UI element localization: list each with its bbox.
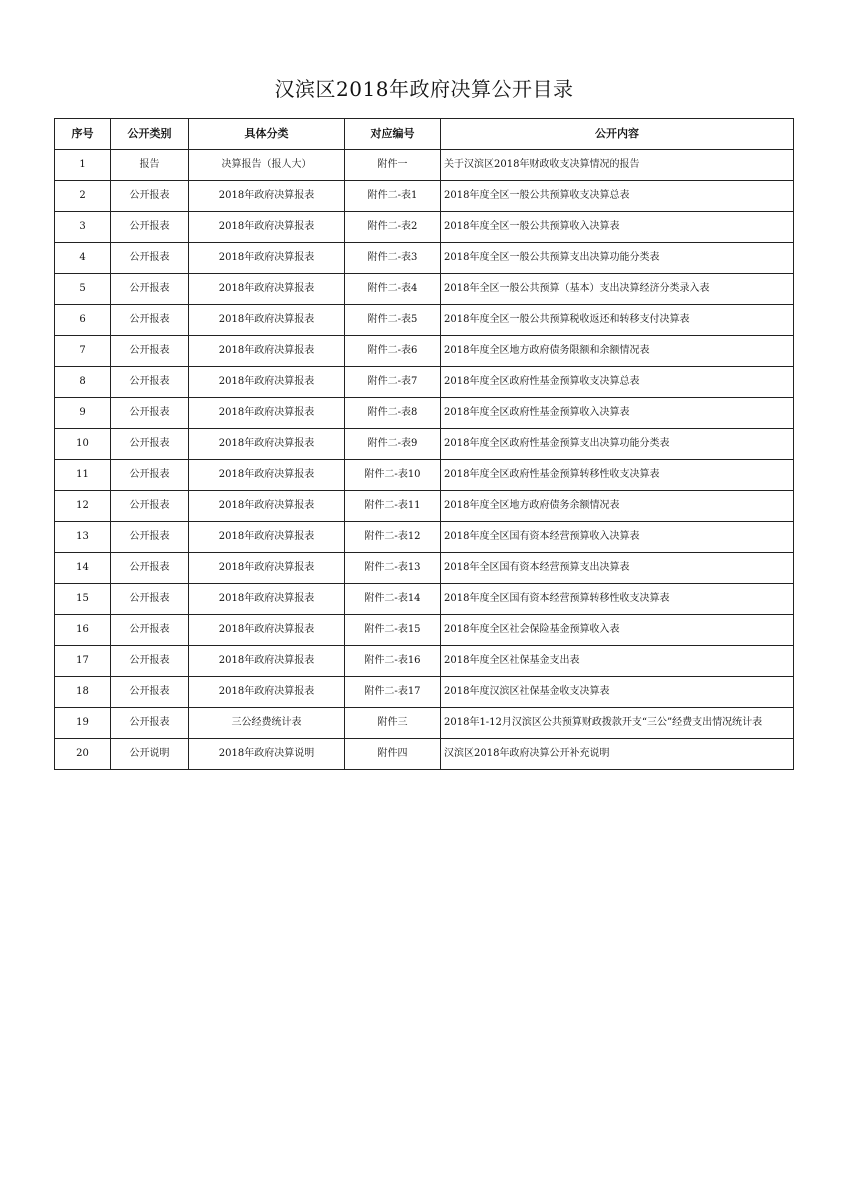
cell-code: 附件二-表11: [345, 491, 441, 522]
catalog-table: [54, 118, 794, 770]
cell-code: 附件二-表12: [345, 522, 441, 553]
cell-code: 附件二-表13: [345, 553, 441, 584]
cell-content: 2018年度全区一般公共预算收入决算表: [441, 212, 794, 243]
table-row: [55, 274, 794, 305]
cell-content: 2018年全区一般公共预算（基本）支出决算经济分类录入表: [441, 274, 794, 305]
table-row: [55, 522, 794, 553]
cell-code: 附件二-表6: [345, 336, 441, 367]
table-row: [55, 212, 794, 243]
page-title: 汉滨区2018年政府决算公开目录: [274, 77, 574, 102]
cell-seq: 3: [55, 212, 111, 243]
header-subcategory: 具体分类: [189, 119, 345, 150]
table-row: [55, 150, 794, 181]
cell-category: 公开报表: [111, 398, 189, 429]
table-row: [55, 677, 794, 708]
cell-subcategory: 2018年政府决算报表: [189, 646, 345, 677]
cell-content: 2018年度全区政府性基金预算支出决算功能分类表: [441, 429, 794, 460]
cell-category: 公开报表: [111, 522, 189, 553]
cell-content: 2018年度全区一般公共预算税收返还和转移支付决算表: [441, 305, 794, 336]
cell-subcategory: 2018年政府决算报表: [189, 181, 345, 212]
cell-code: 附件二-表2: [345, 212, 441, 243]
cell-seq: 18: [55, 677, 111, 708]
cell-seq: 13: [55, 522, 111, 553]
cell-category: 公开报表: [111, 367, 189, 398]
cell-code: 附件二-表9: [345, 429, 441, 460]
cell-code: 附件二-表16: [345, 646, 441, 677]
table-row: [55, 708, 794, 739]
table-row: [55, 584, 794, 615]
cell-subcategory: 2018年政府决算报表: [189, 491, 345, 522]
cell-category: 公开报表: [111, 181, 189, 212]
header-content: 公开内容: [441, 119, 794, 150]
table-row: [55, 398, 794, 429]
cell-subcategory: 决算报告（报人大）: [189, 150, 345, 181]
cell-code: 附件二-表15: [345, 615, 441, 646]
cell-code: 附件二-表17: [345, 677, 441, 708]
cell-seq: 12: [55, 491, 111, 522]
table-row: [55, 181, 794, 212]
cell-content: 2018年度全区一般公共预算支出决算功能分类表: [441, 243, 794, 274]
cell-subcategory: 2018年政府决算报表: [189, 398, 345, 429]
cell-code: 附件四: [345, 739, 441, 770]
table-row: [55, 336, 794, 367]
cell-seq: 9: [55, 398, 111, 429]
cell-content: 2018年度全区地方政府债务限额和余额情况表: [441, 336, 794, 367]
cell-seq: 19: [55, 708, 111, 739]
cell-subcategory: 2018年政府决算报表: [189, 305, 345, 336]
cell-seq: 1: [55, 150, 111, 181]
cell-code: 附件一: [345, 150, 441, 181]
cell-category: 公开报表: [111, 646, 189, 677]
table-row: [55, 367, 794, 398]
cell-code: 附件二-表8: [345, 398, 441, 429]
cell-content: 2018年度汉滨区社保基金收支决算表: [441, 677, 794, 708]
table-row: [55, 243, 794, 274]
cell-content: 2018年度全区社保基金支出表: [441, 646, 794, 677]
cell-content: 2018年度全区政府性基金预算转移性收支决算表: [441, 460, 794, 491]
cell-content: 关于汉滨区2018年财政收支决算情况的报告: [441, 150, 794, 181]
cell-content: 2018年全区国有资本经营预算支出决算表: [441, 553, 794, 584]
table-row: [55, 646, 794, 677]
cell-seq: 5: [55, 274, 111, 305]
cell-category: 公开报表: [111, 615, 189, 646]
cell-subcategory: 2018年政府决算报表: [189, 367, 345, 398]
cell-code: 附件二-表7: [345, 367, 441, 398]
cell-subcategory: 2018年政府决算报表: [189, 677, 345, 708]
cell-seq: 7: [55, 336, 111, 367]
cell-subcategory: 2018年政府决算报表: [189, 243, 345, 274]
cell-seq: 4: [55, 243, 111, 274]
cell-content: 2018年度全区社会保险基金预算收入表: [441, 615, 794, 646]
cell-subcategory: 2018年政府决算报表: [189, 212, 345, 243]
cell-category: 公开报表: [111, 274, 189, 305]
table-row: [55, 460, 794, 491]
cell-code: 附件二-表10: [345, 460, 441, 491]
cell-seq: 15: [55, 584, 111, 615]
cell-subcategory: 2018年政府决算报表: [189, 522, 345, 553]
cell-content: 2018年度全区地方政府债务余额情况表: [441, 491, 794, 522]
cell-subcategory: 2018年政府决算报表: [189, 460, 345, 491]
cell-category: 公开报表: [111, 553, 189, 584]
cell-content: 2018年度全区国有资本经营预算转移性收支决算表: [441, 584, 794, 615]
table-row: [55, 553, 794, 584]
cell-category: 公开报表: [111, 336, 189, 367]
header-seq: 序号: [55, 119, 111, 150]
cell-content: 2018年度全区国有资本经营预算收入决算表: [441, 522, 794, 553]
table-header-row: [55, 119, 794, 150]
cell-category: 报告: [111, 150, 189, 181]
cell-category: 公开报表: [111, 212, 189, 243]
table-row: [55, 429, 794, 460]
table-row: [55, 615, 794, 646]
table-row: [55, 739, 794, 770]
cell-seq: 17: [55, 646, 111, 677]
table-row: [55, 305, 794, 336]
cell-seq: 6: [55, 305, 111, 336]
cell-content: 汉滨区2018年政府决算公开补充说明: [441, 739, 794, 770]
cell-category: 公开报表: [111, 677, 189, 708]
cell-category: 公开报表: [111, 491, 189, 522]
cell-category: 公开报表: [111, 708, 189, 739]
cell-subcategory: 三公经费统计表: [189, 708, 345, 739]
cell-seq: 8: [55, 367, 111, 398]
cell-category: 公开报表: [111, 460, 189, 491]
cell-code: 附件二-表3: [345, 243, 441, 274]
cell-category: 公开报表: [111, 429, 189, 460]
cell-category: 公开报表: [111, 305, 189, 336]
cell-code: 附件二-表5: [345, 305, 441, 336]
cell-seq: 2: [55, 181, 111, 212]
cell-seq: 10: [55, 429, 111, 460]
cell-code: 附件二-表14: [345, 584, 441, 615]
cell-subcategory: 2018年政府决算说明: [189, 739, 345, 770]
cell-subcategory: 2018年政府决算报表: [189, 553, 345, 584]
header-category: 公开类别: [111, 119, 189, 150]
cell-content: 2018年度全区政府性基金预算收支决算总表: [441, 367, 794, 398]
table-row: [55, 491, 794, 522]
cell-seq: 14: [55, 553, 111, 584]
cell-content: 2018年度全区政府性基金预算收入决算表: [441, 398, 794, 429]
header-code: 对应编号: [345, 119, 441, 150]
cell-subcategory: 2018年政府决算报表: [189, 429, 345, 460]
cell-code: 附件三: [345, 708, 441, 739]
cell-seq: 16: [55, 615, 111, 646]
cell-seq: 20: [55, 739, 111, 770]
cell-content: 2018年1-12月汉滨区公共预算财政拨款开支“三公”经费支出情况统计表: [441, 708, 794, 739]
cell-code: 附件二-表1: [345, 181, 441, 212]
cell-subcategory: 2018年政府决算报表: [189, 615, 345, 646]
cell-seq: 11: [55, 460, 111, 491]
cell-subcategory: 2018年政府决算报表: [189, 584, 345, 615]
cell-code: 附件二-表4: [345, 274, 441, 305]
cell-subcategory: 2018年政府决算报表: [189, 336, 345, 367]
cell-category: 公开报表: [111, 584, 189, 615]
cell-category: 公开说明: [111, 739, 189, 770]
cell-category: 公开报表: [111, 243, 189, 274]
cell-subcategory: 2018年政府决算报表: [189, 274, 345, 305]
table-body: [55, 150, 794, 770]
cell-content: 2018年度全区一般公共预算收支决算总表: [441, 181, 794, 212]
